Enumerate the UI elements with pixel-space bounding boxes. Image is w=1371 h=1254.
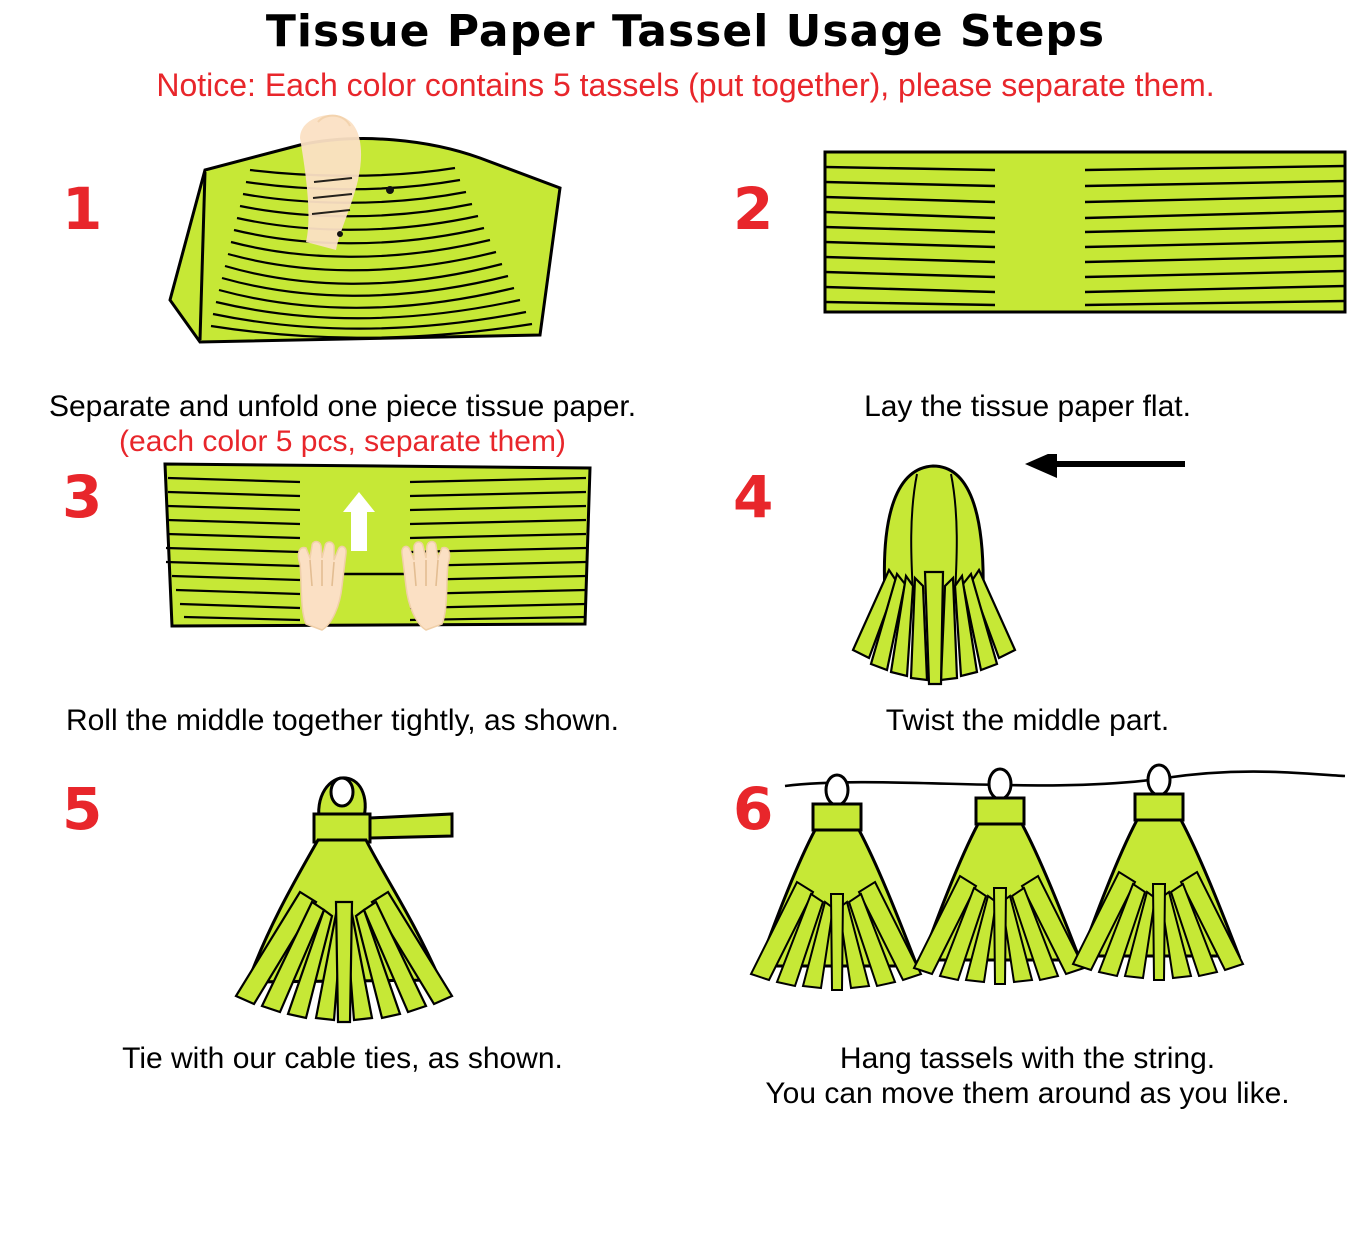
step-5-illustration	[0, 752, 685, 1042]
step-3-number: 3	[62, 462, 103, 531]
step-2	[685, 110, 1370, 460]
step-6-illustration	[685, 752, 1370, 1042]
page-title: Tissue Paper Tassel Usage Steps	[265, 6, 1106, 57]
steps-row-1	[0, 110, 1371, 460]
step-2-number: 2	[733, 175, 774, 243]
step-4-caption: Twist the middle part.	[885, 703, 1170, 737]
step-1-number: 1	[62, 175, 103, 243]
step-4	[685, 454, 1370, 739]
step-6-subcaption: You can move them around as you like.	[765, 1077, 1290, 1111]
step-6-caption: Hang tassels with the string.	[839, 1042, 1216, 1076]
notice-text: Notice: Each color contains 5 tassels (put together), please separate them.	[156, 67, 1215, 103]
step-4-illustration	[685, 454, 1370, 704]
step-2-caption: Lay the tissue paper flat.	[864, 390, 1191, 423]
pointer-arrow	[1025, 454, 1185, 478]
steps-grid	[0, 110, 1371, 1112]
steps-row-3	[0, 752, 1371, 1112]
step-1	[0, 110, 685, 460]
step-1-caption: Separate and unfold one piece tissue paper.	[48, 390, 637, 423]
step-6	[685, 752, 1370, 1112]
step-5-number: 5	[62, 775, 103, 844]
step-6-number: 6	[733, 775, 774, 844]
steps-row-2	[0, 454, 1371, 739]
step-3	[0, 454, 685, 739]
step-3-caption: Roll the middle together tightly, as shown.	[65, 703, 620, 737]
step-5	[0, 752, 685, 1112]
step-1-subcaption: (each color 5 pcs, separate them)	[119, 424, 566, 458]
step-1-illustration	[0, 110, 685, 390]
step-5-caption: Tie with our cable ties, as shown.	[122, 1042, 563, 1076]
step-4-number: 4	[733, 462, 774, 531]
step-2-illustration	[685, 110, 1370, 390]
step-3-illustration	[0, 454, 685, 704]
